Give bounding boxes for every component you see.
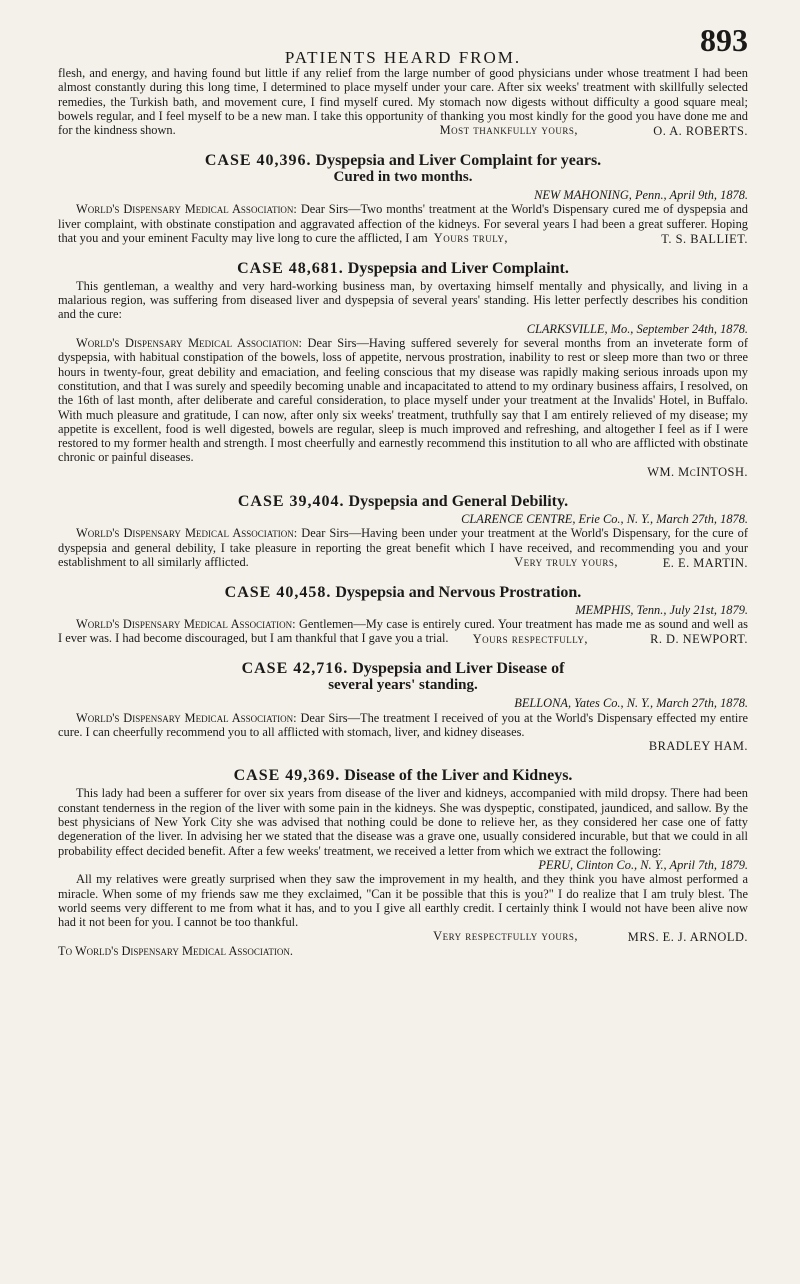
addressee: World's Dispensary Medical Association: bbox=[76, 202, 297, 217]
case-heading bbox=[58, 260, 748, 277]
case-number: CASE 49,369. bbox=[233, 767, 341, 785]
running-head bbox=[58, 8, 748, 66]
case-number: CASE 42,716. bbox=[241, 660, 349, 678]
letter-text: Dear Sirs—Having been under your treatment at the World's Dispensary, for the cure of dyspepsia and general debility, I take pleasure in reporting the great benefit which I have received, and recommending you and your establishment to all similarly afflicted. bbox=[58, 526, 748, 569]
place-date: BELLONA, Yates Co., N. Y., March 27th, 1878. bbox=[514, 696, 748, 711]
closing: Yours truly, bbox=[433, 231, 508, 246]
intro-signature: O. A. ROBERTS. bbox=[653, 123, 748, 138]
case-42716 bbox=[58, 660, 748, 753]
addressee: World's Dispensary Medical Association: bbox=[76, 710, 297, 725]
closing: Very respectfully yours, bbox=[433, 929, 578, 944]
letter-body bbox=[58, 336, 748, 465]
case-40396 bbox=[58, 152, 748, 246]
place-date: NEW MAHONING, Penn., April 9th, 1878. bbox=[534, 188, 748, 203]
case-intro: This lady had been a sufferer for over six years from disease of the liver and kidneys, accompanied with mild dropsy. There had been constant tenderness in the region of the liver with some pain in the kidneys. She was dyspeptic, constipated, jaundiced, and sallow. By the best physicians of New York City she was advised that nothing could be done to relieve her, as they considered her case one of fatty degeneration of the liver. In advising her we stated that the disease was a grave one, usually considered incurable, but that we could in all probability effect decided benefit. After a few weeks' treatment, we received a letter from which we extract the following: bbox=[58, 786, 748, 858]
closing: Yours respectfully, bbox=[472, 631, 588, 646]
case-title: Dyspepsia and Liver Complaint for years. bbox=[315, 152, 602, 170]
case-number: CASE 40,396. bbox=[204, 152, 312, 170]
case-title: Dyspepsia and Liver Complaint. bbox=[347, 259, 569, 277]
letter-text: Dear Sirs—The treatment I received of you at the World's Dispensary effected my entire cure. I can cheerfully recommend you to all afflicted with stomach, liver, and kidney diseases. bbox=[58, 710, 748, 739]
case-heading bbox=[58, 660, 748, 694]
addressee: World's Dispensary Medical Association: bbox=[76, 336, 302, 351]
case-heading bbox=[58, 493, 748, 510]
page-number: 893 bbox=[700, 22, 748, 58]
case-title: Disease of the Liver and Kidneys. bbox=[344, 767, 573, 785]
letter-text: Dear Sirs—Having suffered severely for several months from an inveterate form of dyspepsia, with habitual constipation of the bowels, loss of appetite, nervous prostration, inability to rest or sleep more than two or three hours in twenty-four, great debility and emaciation, and feeling conscious that my disease was rapidly making serious inroads upon my constitution, and that I was surely and speedily becoming unable and incapacitated to attend to my ordinary business affairs, I resolved, on the 16th of last month, after deliberate and careful consideration, to place myself under your treatment at the Invalids' Hotel, in Buffalo. With much pleasure and gratitude, I can now, after only six weeks' treatment, truthfully say that I am entirely relieved of my disease; my appetite is excellent, food is well digested, bowels are regular, sleep is much improved and refreshing, and altogether I feel as if I were restored to my former health and strength. I most cheerfully and earnestly recommend this institution to all who are afflicted with obstinate chronic or painful diseases. bbox=[58, 336, 749, 465]
place-date: MEMPHIS, Tenn., July 21st, 1879. bbox=[575, 602, 748, 617]
place-date: PERU, Clinton Co., N. Y., April 7th, 1879. bbox=[538, 857, 748, 872]
case-48681 bbox=[58, 260, 748, 479]
letter-text: All my relatives were greatly surprised when they saw the improvement in my health, and they think you have almost performed a miracle. When some of my friends saw me they exclaimed, "Can it be possible that this is you?" I do realize that I am truly blest. The world seems very different to me from what it has, and to you I give all earthly credit. I certainly think I would not have been alive now had it not been for you. I cannot be too thankful. bbox=[58, 872, 748, 930]
addressee: World's Dispensary Medical Association: bbox=[76, 526, 298, 541]
case-title: Dyspepsia and General Debility. bbox=[348, 493, 569, 511]
running-title: PATIENTS HEARD FROM. bbox=[284, 48, 522, 67]
place-date: CLARKSVILLE, Mo., September 24th, 1878. bbox=[526, 321, 748, 336]
case-heading bbox=[58, 152, 748, 186]
intro-closing: Most thankfully yours, bbox=[439, 123, 578, 138]
letter-text: Gentlemen—My case is entirely cured. Your treatment has made me as sound and well as I ever was. I had become discouraged, but I am thankful that I gave you a trial. bbox=[58, 617, 748, 646]
case-number: CASE 48,681. bbox=[237, 259, 344, 277]
case-40458 bbox=[58, 584, 748, 646]
signature: MRS. E. J. ARNOLD. bbox=[627, 929, 748, 944]
signature: BRADLEY HAM. bbox=[648, 739, 748, 754]
case-number: CASE 39,404. bbox=[237, 493, 345, 511]
place-date: CLARENCE CENTRE, Erie Co., N. Y., March 27th, 1878. bbox=[461, 512, 748, 527]
signature: E. E. MARTIN. bbox=[662, 555, 748, 570]
case-subtitle: Cured in two months. bbox=[333, 169, 473, 186]
case-49369 bbox=[58, 767, 748, 958]
closing: Very truly yours, bbox=[514, 555, 618, 570]
signature: WM. McINTOSH. bbox=[647, 464, 748, 479]
case-number: CASE 40,458. bbox=[224, 583, 332, 601]
intro-paragraph: flesh, and energy, and having found but little if any relief from the large number of good physicians under whose treatment I had been almost constantly during this long time, I determined to place myself under your care. After six weeks' treatment with skillfully selected remedies, the Turkish bath, and movement cure, I find myself cured. My stomach now digests without difficulty a good square meal; bowels regular, and I feel myself to be a new man. I take this opportunity of thanking you most kindly for the good you have done me and for the kindness shown. bbox=[58, 66, 748, 138]
case-heading bbox=[58, 584, 748, 601]
addressee-footer: To World's Dispensary Medical Association. bbox=[58, 944, 294, 959]
letter-text: Dear Sirs—Two months' treatment at the World's Dispensary cured me of dyspepsia and liver complaint, with obstinate constipation and aggravated affection of the kidneys. For several years I had been a great sufferer. Hoping that you and your eminent Faculty may live long to cure the afflicted, I am bbox=[58, 202, 748, 245]
letter-body bbox=[58, 711, 748, 740]
case-heading bbox=[58, 767, 748, 784]
signature: T. S. BALLIET. bbox=[661, 231, 748, 246]
case-title: Dyspepsia and Nervous Prostration. bbox=[335, 583, 582, 601]
case-subtitle: several years' standing. bbox=[328, 677, 478, 694]
case-39404 bbox=[58, 493, 748, 570]
signature: R. D. NEWPORT. bbox=[650, 631, 748, 646]
addressee: World's Dispensary Medical Association: bbox=[76, 617, 296, 632]
case-intro: This gentleman, a wealthy and very hard-working business man, by overtaxing himself mentally and physically, and living in a malarious region, was suffering from diseased liver and dyspepsia of several years' standing. His letter perfectly describes his condition and the cure: bbox=[58, 278, 748, 322]
case-title: Dyspepsia and Liver Disease of bbox=[352, 660, 565, 678]
